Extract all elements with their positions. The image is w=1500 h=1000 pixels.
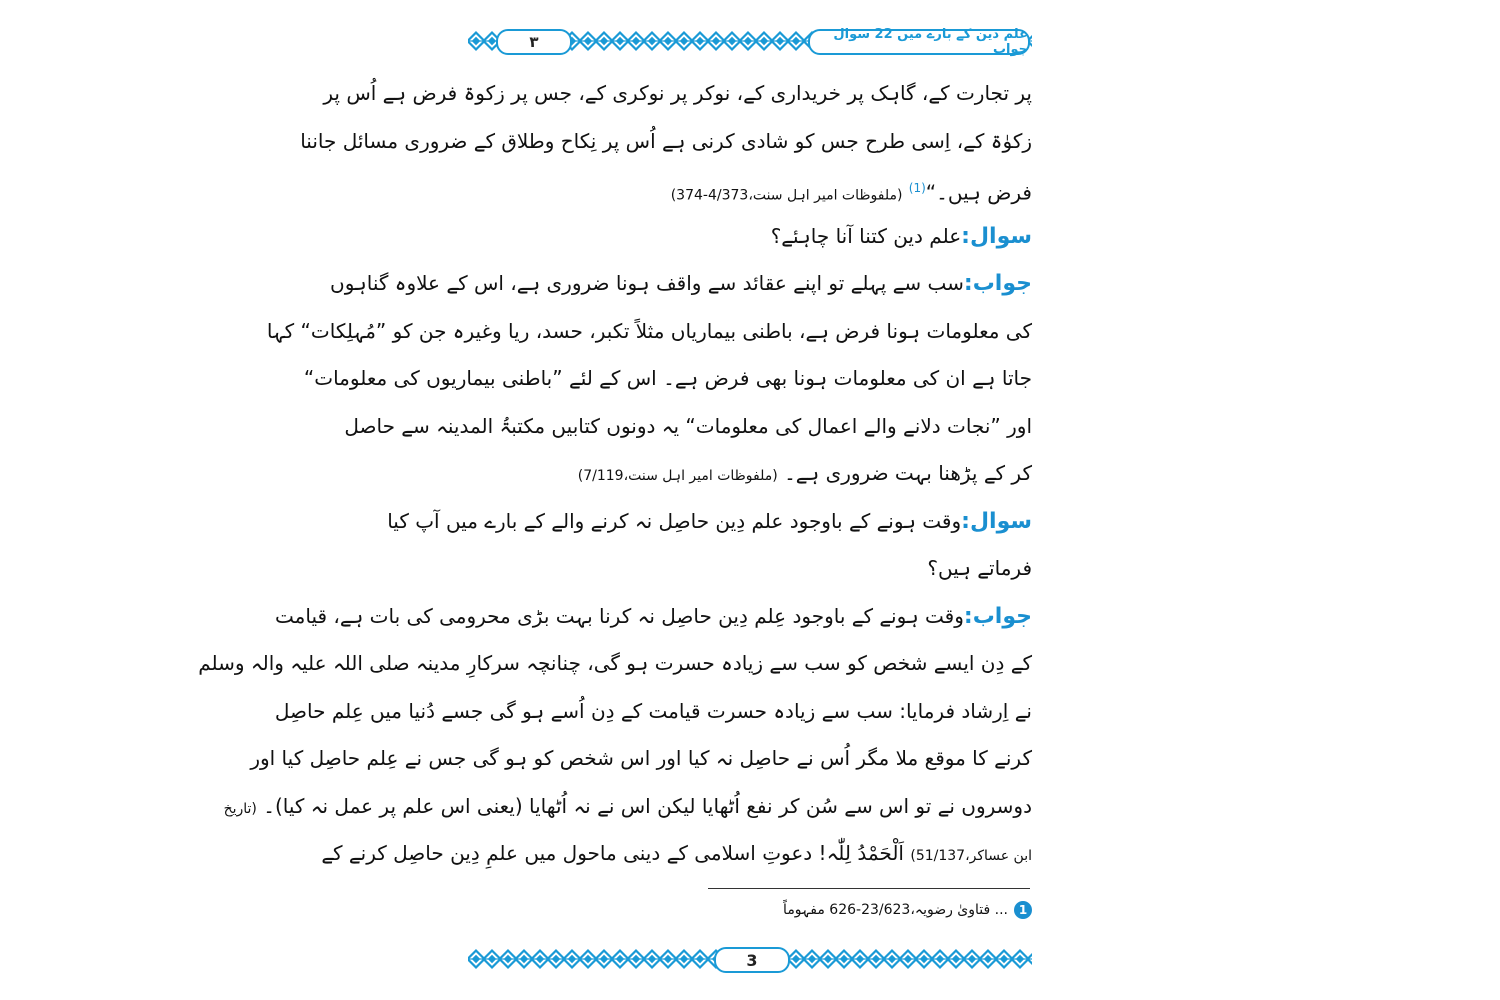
line-text: فرماتے ہیں؟: [927, 556, 1032, 580]
footer-page-number: [714, 947, 790, 973]
line-text: اور ”نجات دلانے والے اعمال کی معلومات“ یہ دونوں کتابیں مکتبۃُ المدینہ سے حاصل: [344, 413, 1032, 438]
footnote-number-badge: 1: [1014, 901, 1032, 919]
text-line: [387, 498, 1032, 546]
text-line: [468, 450, 1032, 498]
header-page-number-text: ۳: [529, 33, 539, 51]
footnote-reference[interactable]: (1): [908, 181, 926, 195]
text-line: [198, 640, 1032, 688]
line-text: کے دِن ایسے شخص کو سب سے زیادہ حسرت ہو گی، چنانچہ سرکارِ مدینہ صلی اللہ علیہ والہ وسلم: [198, 651, 1032, 675]
footer-page-number-text: 3: [746, 950, 758, 970]
text-line: [330, 260, 1032, 308]
line-text: پر تجارت کے، گاہک پر خریداری کے، نوکر پر نوکری کے، جس پر زکوۃ فرض ہے اُس پر: [323, 81, 1032, 105]
line-text: جاتا ہے ان کی معلومات ہونا بھی فرض ہے۔ اس کے لئے ”باطنی بیماریوں کی معلومات“: [303, 366, 1032, 390]
footnote-separator: [708, 888, 1030, 889]
text-line: [274, 688, 1032, 736]
citation: ابن عساکر،51/137): [910, 848, 1032, 864]
text-line: [468, 545, 1032, 593]
body-text: [198, 70, 1032, 878]
line-text: وقت ہونے کے باوجود عِلم دِین حاصِل نہ کرنا بہت بڑی محرومی کی بات ہے، قیامت: [275, 603, 964, 628]
line-text: وقت ہونے کے باوجود علم دِین حاصِل نہ کرنے والے کے بارے میں آپ کیا: [387, 508, 962, 533]
line-text: کی معلومات ہونا فرض ہے، باطنی بیماریاں مثلاً تکبر، حسد، ریا وغیرہ جن کو ”مُہلِکات“ کہا: [266, 318, 1032, 343]
qa-label: جواب:: [963, 603, 1032, 629]
text-line: [344, 403, 1032, 451]
qa-label: جواب:: [963, 271, 1032, 296]
book-title: [808, 29, 1030, 55]
text-line: [468, 213, 1032, 261]
line-text: زکوٰۃ کے، اِسی طرح جس کو شادی کرنی ہے اُس پر نِکاح وطلاق کے ضروری مسائل جاننا: [300, 128, 1032, 153]
header-page-number: [496, 29, 572, 55]
line-text: کر کے پڑھنا بہت ضروری ہے۔: [784, 461, 1032, 485]
header-band: [468, 26, 1032, 56]
text-line: [303, 355, 1032, 403]
line-text: کرنے کا موقع ملا مگر اُس نے حاصِل نہ کیا اور اس شخص کو ہو گی جس نے عِلم حاصِل کیا اور: [250, 746, 1032, 770]
line-text: فرض ہیں۔“: [925, 180, 1032, 205]
footnote-text: ... فتاویٰ رضویہ،23/623-626 مفہوماً: [783, 902, 1008, 918]
text-line: [266, 308, 1032, 356]
line-text: اَلْحَمْدُ لِلّٰہ! دعوتِ اسلامی کے دینی ماحول میں علمِ دِین حاصِل کرنے کے: [321, 841, 904, 865]
citation: (ملفوظات امیر اہل سنت،4/373-374): [670, 187, 903, 204]
citation: (تاریخ: [223, 800, 257, 817]
line-text: دوسروں نے تو اس سے سُن کر نفع اُٹھایا لیکن اس نے نہ اُٹھایا (یعنی اس علم پر عمل نہ کیا)۔: [263, 793, 1032, 818]
text-line: [468, 165, 1032, 213]
text-line: [321, 830, 1032, 878]
qa-label: سوال:: [961, 223, 1032, 249]
text-line: [223, 783, 1032, 831]
text-line: [275, 593, 1032, 641]
qa-label: سوال:: [961, 508, 1032, 534]
book-title-text: علم دین کے بارے میں 22 سوال جواب: [833, 27, 1028, 57]
citation: (ملفوظات امیر اہل سنت،7/119): [577, 468, 778, 484]
text-line: [250, 735, 1032, 783]
line-text: نے اِرشاد فرمایا: سب سے زیادہ حسرت قیامت کے دِن اُسے ہو گی جسے دُنیا میں عِلم حاصِل: [274, 698, 1032, 723]
line-text: علم دین کتنا آنا چاہئے؟: [770, 223, 962, 248]
line-text: سب سے پہلے تو اپنے عقائد سے واقف ہونا ضروری ہے، اس کے علاوہ گناہوں: [330, 271, 964, 295]
text-line: [323, 70, 1032, 118]
document-page: [198, 26, 1032, 976]
footer-band: [468, 944, 1032, 974]
footnote: [468, 901, 1032, 919]
text-line: [300, 118, 1032, 166]
